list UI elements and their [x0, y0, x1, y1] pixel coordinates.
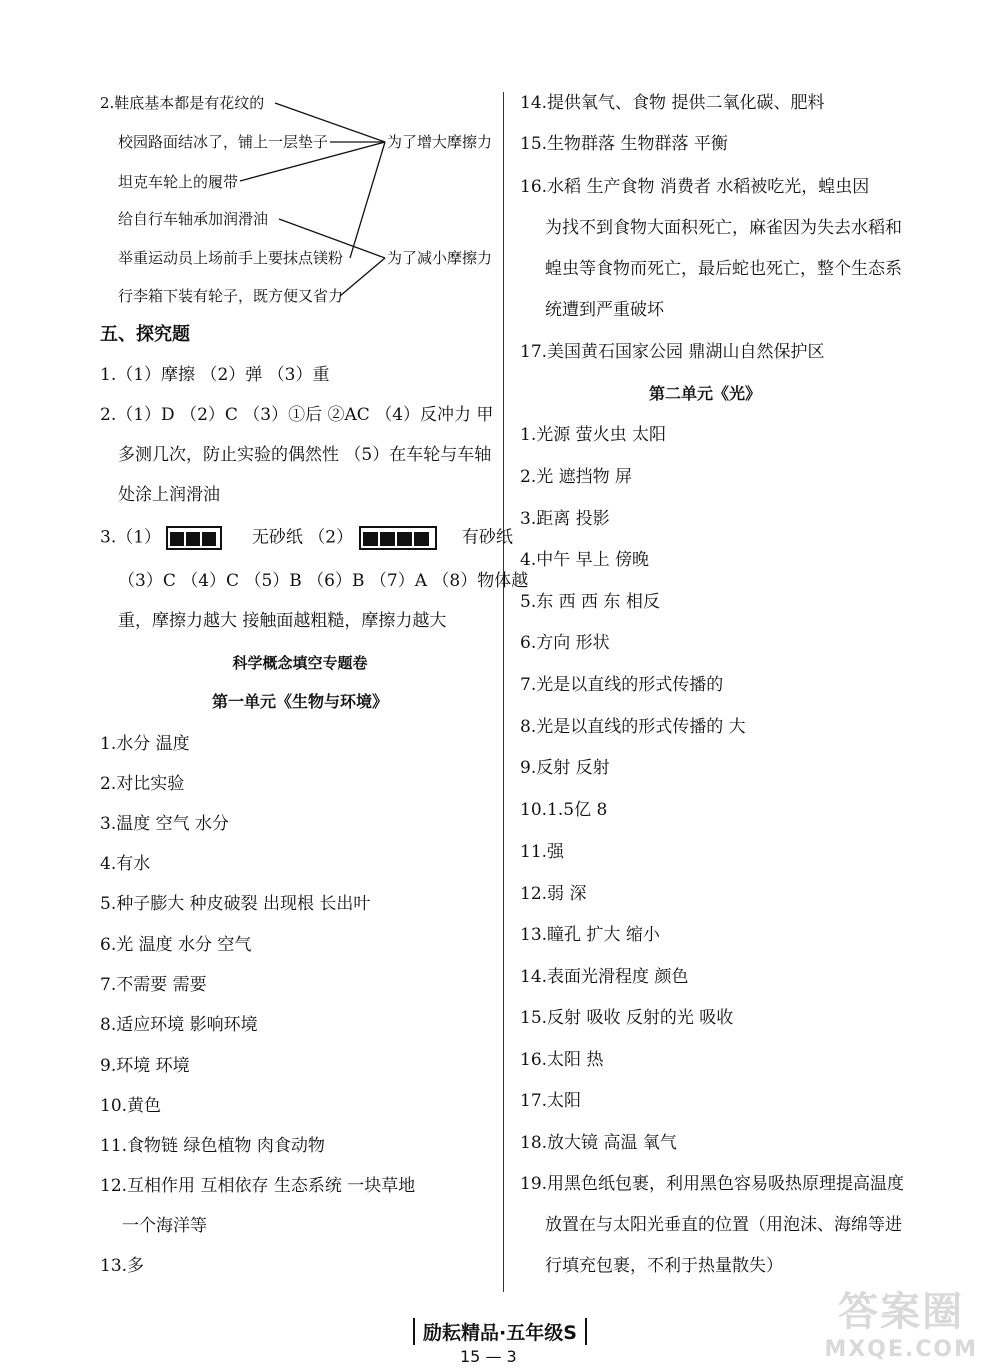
- answer-line: 10.1.5亿 8: [520, 800, 608, 820]
- answer-line: 14.表面光滑程度 颜色: [520, 967, 689, 987]
- watermark-title: 答案圈: [838, 1289, 965, 1335]
- answer-line: 4.中午 早上 傍晚: [520, 550, 650, 570]
- answer-line: 为找不到食物大面积死亡，麻雀因为失去水稻和: [545, 218, 902, 238]
- answer-line: 8.适应环境 影响环境: [100, 1015, 258, 1035]
- match-item-3: 给自行车轴承加润滑油: [118, 210, 269, 228]
- answer-line: （3）C （4）C （5）B （6）B （7）A （8）物体越: [118, 571, 529, 591]
- match-item-5: 行李箱下装有轮子，既方便又省力: [118, 287, 344, 305]
- connector-line: [240, 142, 385, 181]
- answer-line: 2.（1）D （2）C （3）①后 ②AC （4）反冲力 甲: [100, 405, 494, 425]
- answer-line: 15.生物群落 生物群落 平衡: [520, 134, 728, 154]
- answer-line: 1.水分 温度: [100, 734, 190, 754]
- connector-line: [340, 258, 385, 296]
- bar-short-icon: [166, 526, 222, 550]
- answer-line: 10.黄色: [100, 1096, 162, 1116]
- match-target-increase: 为了增大摩擦力: [387, 133, 493, 151]
- answer-line: 3.温度 空气 水分: [100, 814, 230, 834]
- answer-line: 17.太阳: [520, 1091, 582, 1111]
- answer-text: 3.（1）: [100, 527, 162, 548]
- match-target-decrease: 为了减小摩擦力: [387, 249, 493, 267]
- answer-line: 6.光 温度 水分 空气: [100, 935, 252, 955]
- answer-line: 1.光源 萤火虫 太阳: [520, 425, 667, 445]
- answer-line: 16.水稻 生产食物 消费者 水稻被吃光，蝗虫因: [520, 177, 870, 197]
- answer-line: 5.种子膨大 种皮破裂 出现根 长出叶: [100, 894, 371, 914]
- answer-line: 9.反射 反射: [520, 758, 610, 778]
- section-heading: 五、探究题: [100, 324, 190, 345]
- answer-line-q3: [100, 526, 513, 550]
- answer-line: 1.（1）摩擦 （2）弹 （3）重: [100, 365, 330, 385]
- answer-line: 统遭到严重破坏: [545, 300, 664, 320]
- match-item-4: 举重运动员上场前手上要抹点镁粉: [118, 249, 344, 267]
- answer-line: 12.互相作用 互相依存 生态系统 一块草地: [100, 1176, 416, 1196]
- answer-text: 有砂纸: [461, 527, 513, 548]
- answer-line: 17.美国黄石国家公园 鼎湖山自然保护区: [520, 342, 825, 362]
- connector-line: [350, 142, 385, 258]
- page-number: 15 — 3: [460, 1347, 517, 1366]
- answer-text: 无砂纸 （2）: [251, 527, 354, 548]
- answer-line: 2.光 遮挡物 屏: [520, 467, 633, 487]
- unit1-title: 第一单元《生物与环境》: [211, 692, 388, 711]
- answer-line: 蝗虫等食物而死亡，最后蛇也死亡，整个生态系: [545, 259, 902, 279]
- answer-line: 6.方向 形状: [520, 633, 610, 653]
- answer-line: 2.对比实验: [100, 774, 185, 794]
- answer-line: 一个海洋等: [122, 1216, 207, 1236]
- answer-line: 7.不需要 需要: [100, 975, 207, 995]
- watermark-logo: [824, 1280, 978, 1362]
- answer-line: 放置在与太阳光垂直的位置（用泡沫、海绵等进: [545, 1215, 902, 1235]
- answer-line: 18.放大镜 高温 氧气: [520, 1133, 677, 1153]
- answer-line: 13.多: [100, 1256, 145, 1276]
- answer-line: 19.用黑色纸包裹，利用黑色容易吸热原理提高温度: [520, 1174, 905, 1194]
- answer-line: 9.环境 环境: [100, 1056, 190, 1076]
- book-brand: 励耘精品·五年级S: [413, 1318, 587, 1345]
- watermark-url: MXQE.COM: [824, 1337, 978, 1362]
- answer-line: 15.反射 吸收 反射的光 吸收: [520, 1008, 734, 1028]
- answer-line: 5.东 西 西 东 相反: [520, 592, 660, 612]
- answer-line: 重，摩擦力越大 接触面越粗糙，摩擦力越大: [118, 611, 447, 631]
- match-item-1: 校园路面结冰了，铺上一层垫子: [118, 133, 329, 151]
- answer-line: 4.有水: [100, 854, 151, 874]
- answer-line: 多测几次，防止实验的偶然性 （5）在车轮与车轴: [118, 445, 492, 465]
- answer-line: 行填充包裹，不利于热量散失）: [545, 1256, 783, 1276]
- answer-line: 7.光是以直线的形式传播的: [520, 675, 724, 695]
- match-item-2: 坦克车轮上的履带: [118, 173, 239, 191]
- connector-line: [275, 103, 385, 142]
- unit2-title: 第二单元《光》: [648, 384, 761, 403]
- special-title: 科学概念填空专题卷: [232, 654, 368, 672]
- answer-line: 11.食物链 绿色植物 肉食动物: [100, 1136, 325, 1156]
- answer-line: 16.太阳 热: [520, 1050, 604, 1070]
- answer-line: 处涂上润滑油: [118, 485, 220, 505]
- answer-line: 3.距离 投影: [520, 509, 610, 529]
- answer-line: 13.瞳孔 扩大 缩小: [520, 925, 660, 945]
- match-question: 2.鞋底基本都是有花纹的: [100, 94, 265, 112]
- connector-line: [279, 219, 385, 258]
- answer-line: 8.光是以直线的形式传播的 大: [520, 717, 746, 737]
- bar-long-icon: [359, 526, 437, 550]
- answer-line: 14.提供氧气、食物 提供二氧化碳、肥料: [520, 93, 825, 113]
- answer-line: 12.弱 深: [520, 884, 587, 904]
- answer-line: 11.强: [520, 842, 565, 862]
